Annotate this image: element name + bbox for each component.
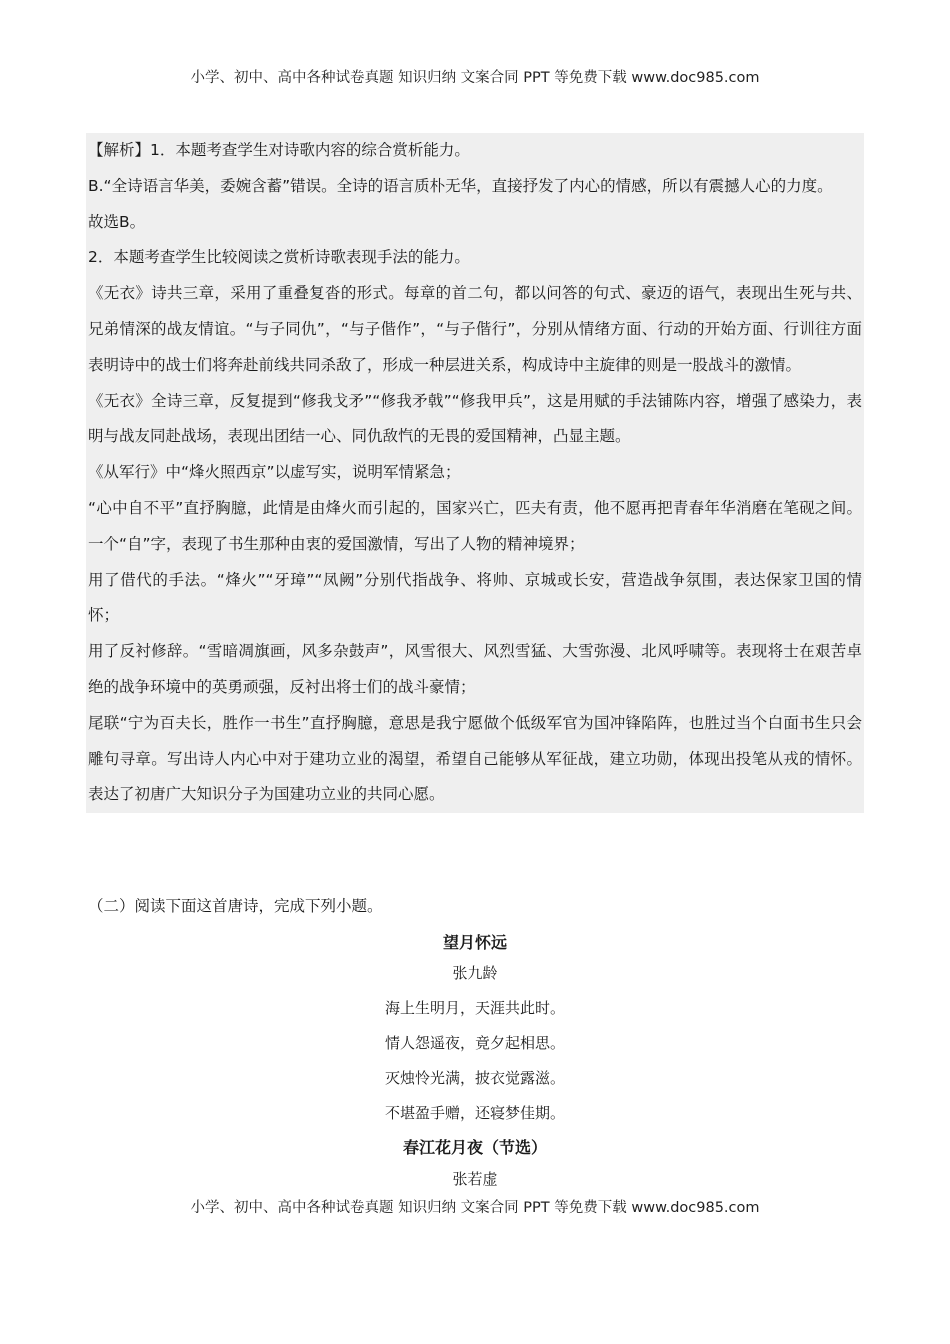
analysis-paragraph: 【解析】1．本题考查学生对诗歌内容的综合赏析能力。 xyxy=(88,141,470,159)
page-header: 小学、初中、高中各种试卷真题 知识归纳 文案合同 PPT 等免费下载 www.doc985.com xyxy=(190,70,760,86)
poem-line: 不堪盈手赠，还寝梦佳期。 xyxy=(384,1104,565,1122)
analysis-paragraph: 《从军行》中“烽火照西京”以虚写实，说明军情紧急； xyxy=(88,463,461,482)
analysis-paragraph: 故选B。 xyxy=(88,212,146,231)
page-footer: 小学、初中、高中各种试卷真题 知识归纳 文案合同 PPT 等免费下载 www.doc985.com xyxy=(190,1200,760,1216)
poem-line: 情人怨遥夜，竟夕起相思。 xyxy=(384,1034,565,1052)
analysis-paragraph: 用了借代的手法。“烽火”“牙璋”“凤阙”分别代指战争、将帅、京城或长安，营造战争氛围，表达保家卫国的情怀； xyxy=(88,570,862,625)
analysis-block xyxy=(86,133,864,813)
section-intro: （二）阅读下面这首唐诗，完成下列小题。 xyxy=(88,897,383,915)
analysis-paragraph: 2．本题考查学生比较阅读之赏析诗歌表现手法的能力。 xyxy=(88,248,470,267)
poem-title: 望月怀远 xyxy=(442,933,507,952)
analysis-paragraph: B.“全诗语言华美，委婉含蓄”错误。全诗的语言质朴无华，直接抒发了内心的情感，所以有震撼人心的力度。 xyxy=(88,176,833,195)
analysis-paragraph: 《无衣》全诗三章，反复提到“修我戈矛”“修我矛戟”“修我甲兵”，这是用赋的手法铺陈内容，增强了感染力，表明与战友同赴战场，表现出团结一心、同仇敌忾的无畏的爱国精神，凸显主题。 xyxy=(88,391,862,446)
analysis-paragraph: “心中自不平”直抒胸臆，此情是由烽火而引起的，国家兴亡，匹夫有责，他不愿再把青春年华消磨在笔砚之间。一个“自”字，表现了书生那种由衷的爱国激情，写出了人物的精神境界； xyxy=(88,498,862,553)
poem-author: 张若虚 xyxy=(452,1170,498,1188)
analysis-paragraph: 尾联“宁为百夫长，胜作一书生”直抒胸臆，意思是我宁愿做个低级军官为国冲锋陷阵，也胜过当个白面书生只会雕句寻章。写出诗人内心中对于建功立业的渴望，希望自己能够从军征战，建立功勋，体现出投笔从戎的情怀。表达了初唐广大知识分子为国建功立业的共同心愿。 xyxy=(88,713,862,804)
poem-author: 张九龄 xyxy=(452,964,498,982)
poem-line: 灭烛怜光满，披衣觉露滋。 xyxy=(384,1069,565,1087)
analysis-paragraph: 《无衣》诗共三章，采用了重叠复沓的形式。每章的首二句，都以问答的句式、豪迈的语气，表现出生死与共、兄弟情深的战友情谊。“与子同仇”，“与子偕作”，“与子偕行”，分别从情绪方面、行动的开始方面、行训往方面表明诗中的战士们将奔赴前线共同杀敌了，形成一种层进关系，构成诗中主旋律的则是一股战斗的激情。 xyxy=(88,284,862,374)
analysis-paragraph: 用了反衬修辞。“雪暗凋旗画，风多杂鼓声”，风雪很大、风烈雪猛、大雪弥漫、北风呼啸等。表现将士在艰苦卓绝的战争环境中的英勇顽强，反衬出将士们的战斗豪情； xyxy=(88,642,862,696)
poem-line: 海上生明月，天涯共此时。 xyxy=(384,999,565,1017)
poem-title: 春江花月夜（节选） xyxy=(402,1138,547,1157)
